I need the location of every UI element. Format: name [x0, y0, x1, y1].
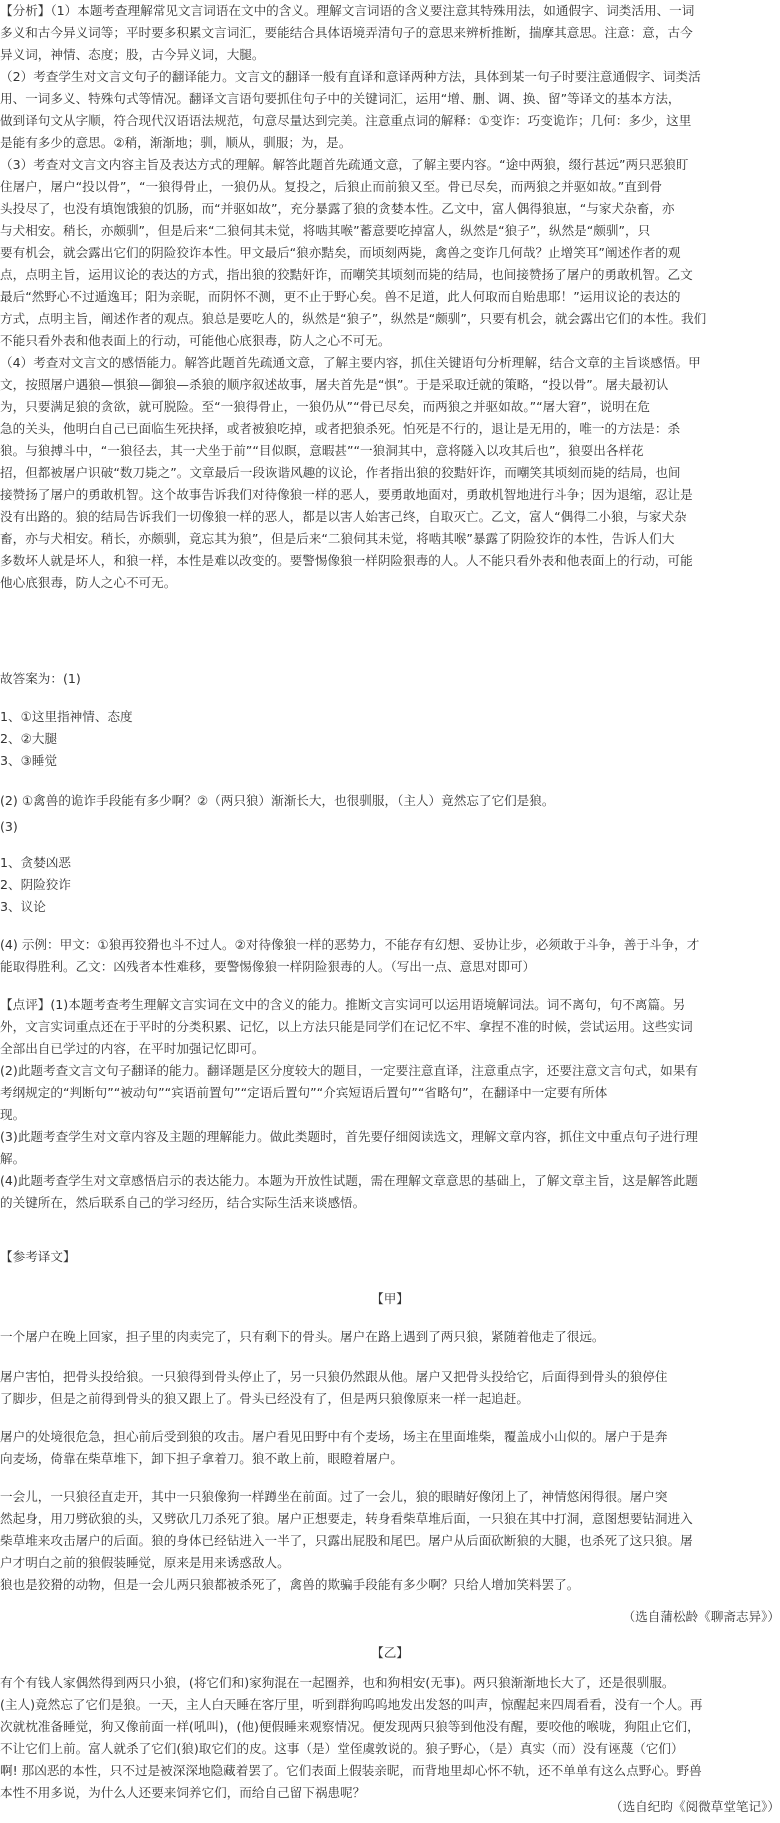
translation-line: (主人)竟然忘了它们是狼。一天，主人白天睡在客厅里，听到群狗呜呜地发出发怒的叫声，惊醒起来四周看看，没有一个人。再 [0, 1697, 703, 1712]
translation-jia-source: （选自蒲松龄《聊斋志异》） [622, 1609, 780, 1624]
translation-jia-paragraph [0, 1326, 780, 1348]
analysis-line: 多数坏人就是坏人，和狼一样，本性是难以改变的。要警惕像狼一样阴险狠毒的人。人不能只看外表和他表面上的行动，可能 [0, 553, 693, 568]
translation-line: 狼也是狡猾的动物，但是一会儿两只狼都被杀死了，禽兽的欺骗手段能有多少啊？只给人增加笑料罢了。 [0, 1577, 580, 1592]
translation-line: 本性不用多说，为什么人还要来饲养它们，而给自己留下祸患呢？ [0, 1785, 366, 1800]
answer-item: 3、③睡觉 [0, 753, 58, 768]
translation-heading: 【参考译文】 [0, 1249, 76, 1264]
translation-jia-paragraph [0, 1366, 780, 1410]
comment-line: 考纲规定的“判断句”“被动句”“宾语前置句”“定语后置句”“介宾短语后置句”“省略句”，在翻译中一定要有所体 [0, 1085, 608, 1100]
answer-q2: (2) ①禽兽的诡诈手段能有多少啊？②（两只狼）渐渐长大，也很驯服，（主人）竟然忘了它们是狼。 [0, 793, 555, 808]
answer-item: 2、②大腿 [0, 731, 58, 746]
analysis-line: 【分析】（1）本题考查理解常见文言词语在文中的含义。理解文言词语的含义要注意其特殊用法，如通假字、词类活用、一词 [0, 3, 695, 18]
translation-line: 然起身，用刀劈砍狼的头，又劈砍几刀杀死了狼。屠户正想要走，转身看柴草堆后面，一只狼在其中打洞，意图想要钻洞进入 [0, 1511, 693, 1526]
answer-item: 1、贪婪凶恶 [0, 855, 71, 870]
analysis-line: 招，但都被屠户识破“数刀毙之”。文章最后一段诙谐风趣的议论，作者指出狼的狡黠奸诈，而嘲笑其顷刻而毙的结局，也间 [0, 465, 681, 480]
translation-jia-paragraph [0, 1426, 780, 1470]
answer-q3-heading: (3) [0, 819, 18, 834]
translation-jia-paragraph [0, 1486, 780, 1596]
translation-yi-title: 【乙】 [371, 1645, 409, 1660]
analysis-section [0, 0, 780, 594]
analysis-line: 不能只看外表和他表面上的行动，可能他心底狠毒，防人之心不可无。 [0, 333, 391, 348]
translation-line: 不让它们上前。富人就杀了它们(狼)取它们的皮。这事（是）堂侄虞敦说的。狼子野心，（是）真实（而）没有诬蔑（它们） [0, 1741, 684, 1756]
translation-line: 户才明白之前的狼假装睡觉，原来是用来诱惑敌人。 [0, 1555, 290, 1570]
analysis-line: 要有机会，就会露出它们的阴险狡诈本性。甲文最后“狼亦黠矣，而顷刻两毙，禽兽之变诈几何哉？止增笑耳”阐述作者的观 [0, 245, 681, 260]
translation-line: 柴草堆来攻击屠户的后面。狼的身体已经钻进入一半了，只露出屁股和尾巴。屠户从后面砍断狼的大腿，也杀死了这只狼。屠 [0, 1533, 693, 1548]
analysis-line: 他心底狠毒，防人之心不可无。 [0, 575, 177, 590]
analysis-line: 多义和古今异义词等；平时要多积累文言词汇，要能结合具体语境弄清句子的意思来辨析推断，揣摩其意思。注意：意，古今 [0, 25, 693, 40]
analysis-line: 异义词，神情、态度；股，古今异义词，大腿。 [0, 47, 265, 62]
analysis-line: 点，点明主旨，运用议论的表达的方式，指出狼的狡黠奸诈，而嘲笑其顷刻而毙的结局，也间接赞扬了屠户的勇敢机智。乙文 [0, 267, 693, 282]
analysis-line: 做到译句文从字顺，符合现代汉语语法规范，句意尽量达到完美。注意重点词的解释：①变诈：巧变诡诈；几何：多少，这里 [0, 113, 692, 128]
analysis-line: 畜，亦与犬相安。稍长，亦颇驯，竟忘其为狼”，但是后来“二狼伺其未觉，将啮其喉”暴露了阴险狡诈的本性，告诉人们大 [0, 531, 675, 546]
analysis-line: （2）考查学生对文言文句子的翻译能力。文言文的翻译一般有直译和意译两种方法，具体到某一句子时要注意通假字、词类活 [0, 69, 701, 84]
comment-line: 【点评】(1)本题考查考生理解文言实词在文中的含义的能力。推断文言实词可以运用语境解词法。词不离句，句不离篇。另 [0, 997, 686, 1012]
comment-line: 解。 [0, 1151, 26, 1166]
answer-q4 [0, 934, 780, 978]
analysis-line: 为，只要满足狼的贪欲，就可脱险。至“一狼得骨止，一狼仍从”“骨已尽矣，而两狼之并驱如故。”“屠大窘”，说明在危 [0, 399, 650, 414]
analysis-line: 文，按照屠户遇狼—惧狼—御狼—杀狼的顺序叙述故事，屠夫首先是“惧”。于是采取迁就的策略，“投以骨”。屠夫最初认 [0, 377, 669, 392]
translation-line: 屠户害怕，把骨头投给狼。一只狼得到骨头停止了，另一只狼仍然跟从他。屠户又把骨头投给它，后面得到骨头的狼停住 [0, 1369, 668, 1384]
translation-jia-title: 【甲】 [371, 1291, 409, 1306]
comment-line: (2)此题考查文言文句子翻译的能力。翻译题是区分度较大的题目，一定要注意直译，注意重点字，还要注意文言句式，如果有 [0, 1063, 698, 1078]
translation-line: 屠户的处境很危急，担心前后受到狼的攻击。屠户看见田野中有个麦场，场主在里面堆柴，覆盖成小山似的。屠户于是奔 [0, 1429, 668, 1444]
analysis-line: 狼。与狼搏斗中，“一狼径去，其一犬坐于前”“目似瞑，意暇甚”“一狼洞其中，意将隧入以攻其后也”，狼耍出各样花 [0, 443, 644, 458]
analysis-line: 急的关头，他明白自己已面临生死抉择，或者被狼吃掉，或者把狼杀死。怕死是不行的，退让是无用的，唯一的方法是：杀 [0, 421, 681, 436]
translation-line: 了脚步，但是之前得到骨头的狼又跟上了。骨头已经没有了，但是两只狼像原来一样一起追赶。 [0, 1391, 529, 1406]
analysis-line: 接赞扬了屠户的勇敢机智。这个故事告诉我们对待像狼一样的恶人，要勇敢地面对，勇敢机智地进行斗争；因为退缩，忍让是 [0, 487, 693, 502]
translation-line: 一个屠户在晚上回家，担子里的肉卖完了，只有剩下的骨头。屠户在路上遇到了两只狼，紧随着他走了很远。 [0, 1329, 605, 1344]
answer-item: 1、①这里指神情、态度 [0, 709, 133, 724]
translation-yi-source: （选自纪昀《阅微草堂笔记》） [609, 1799, 780, 1814]
analysis-line: （4）考查对文言文的感悟能力。解答此题首先疏通文意，了解主要内容，抓住关键语句分析理解，结合文章的主旨谈感悟。甲 [0, 355, 701, 370]
comment-line: (4)此题考查学生对文章感悟启示的表达能力。本题为开放性试题，需在理解文章意思的基础上，了解文章主旨，这是解答此题 [0, 1173, 698, 1188]
analysis-line: 没有出路的。狼的结局告诉我们一切像狼一样的恶人，都是以害人始害己终，自取灭亡。乙文，富人“偶得二小狼，与家犬杂 [0, 509, 687, 524]
analysis-line: 方式，点明主旨，阐述作者的观点。狼总是要吃人的，纵然是“狼子”，纵然是“颇驯”，只要有机会，就会露出它们的本性。我们 [0, 311, 707, 326]
analysis-line: 用、一词多义、特殊句式等情况。翻译文言语句要抓住句子中的关键词汇，运用“增、删、调、换、留”等译文的基本方法， [0, 91, 681, 106]
comment-line: 现。 [0, 1107, 26, 1122]
analysis-line: 住屠户，屠户“投以骨”，“一狼得骨止，一狼仍从。复投之，后狼止而前狼又至。骨已尽矣，而两狼之并驱如故。”直到骨 [0, 179, 663, 194]
comment-line: 的关键所在，然后联系自己的学习经历，结合实际生活来谈感悟。 [0, 1195, 366, 1210]
translation-line: 次就枕准备睡觉，狗又像前面一样(吼叫)，(他)便假睡来观察情况。便发现两只狼等到他没有醒，要咬他的喉咙，狗阻止它们， [0, 1719, 700, 1734]
comment-line: (3)此题考查学生对文章内容及主题的理解能力。做此类题时，首先要仔细阅读选文，理解文章内容，抓住文中重点句子进行理 [0, 1129, 698, 1144]
translation-line: 一会儿，一只狼径直走开，其中一只狼像狗一样蹲坐在前面。过了一会儿，狼的眼睛好像闭上了，神情悠闲得很。屠户突 [0, 1489, 668, 1504]
answer-item: 3、议论 [0, 899, 46, 914]
analysis-line: 是能有多少的意思。②稍，渐渐地；驯，顺从，驯服；为，是。 [0, 135, 352, 150]
comment-section [0, 994, 780, 1214]
answer-q4-line: (4) 示例：甲文：①狼再狡猾也斗不过人。②对待像狼一样的恶势力，不能存有幻想、妥协让步，必须敢于斗争，善于斗争，才 [0, 937, 700, 952]
translation-line: 向麦场，倚靠在柴草堆下，卸下担子拿着刀。狼不敢上前，眼瞪着屠户。 [0, 1451, 403, 1466]
answer-item: 2、阴险狡诈 [0, 877, 71, 892]
translation-line: 啊! 那凶恶的本性，只不过是被深深地隐藏着罢了。它们表面上假装亲昵，而背地里却心怀不轨，还不单单有这么点野心。野兽 [0, 1763, 702, 1778]
answer-q1-list [0, 706, 780, 772]
answer-heading: 故答案为：(1) [0, 671, 81, 686]
analysis-line: 最后“然野心不过遁逸耳；阳为亲昵，而阴怀不测，更不止于野心矣。兽不足道，此人何取而自贻患耶！”运用议论的表达的 [0, 289, 681, 304]
comment-line: 外，文言实词重点还在于平时的分类积累、记忆，以上方法只能是同学们在记忆不牢、拿捏不准的时候，尝试运用。这些实词 [0, 1019, 693, 1034]
translation-line: 有个有钱人家偶然得到两只小狼，(将它们和)家狗混在一起圈养，也和狗相安(无事)。两只狼渐渐地长大了，还是很驯服。 [0, 1675, 675, 1690]
answer-q3-list [0, 852, 780, 918]
analysis-line: 与犬相安。稍长，亦颇驯”，但是后来“二狼伺其未觉，将啮其喉”蓄意要吃掉富人，纵然是“狼子”，纵然是“颇驯”，只 [0, 223, 651, 238]
analysis-line: （3）考查对文言文内容主旨及表达方式的理解。解答此题首先疏通文意，了解主要内容。“途中两狼，缀行甚远”两只恶狼盯 [0, 157, 689, 172]
analysis-line: 头投尽了，也没有填饱饿狼的饥肠，而“并驱如故”，充分暴露了狼的贪婪本性。乙文中，富人偶得狼崽，“与家犬杂畜，亦 [0, 201, 675, 216]
translation-yi-paragraph [0, 1672, 780, 1804]
answer-q4-line: 能取得胜利。乙文：凶残者本性难移，要警惕像狼一样阴险狠毒的人。（写出一点、意思对即可） [0, 959, 536, 974]
comment-line: 全部出自已学过的内容，在平时加强记忆即可。 [0, 1041, 265, 1056]
